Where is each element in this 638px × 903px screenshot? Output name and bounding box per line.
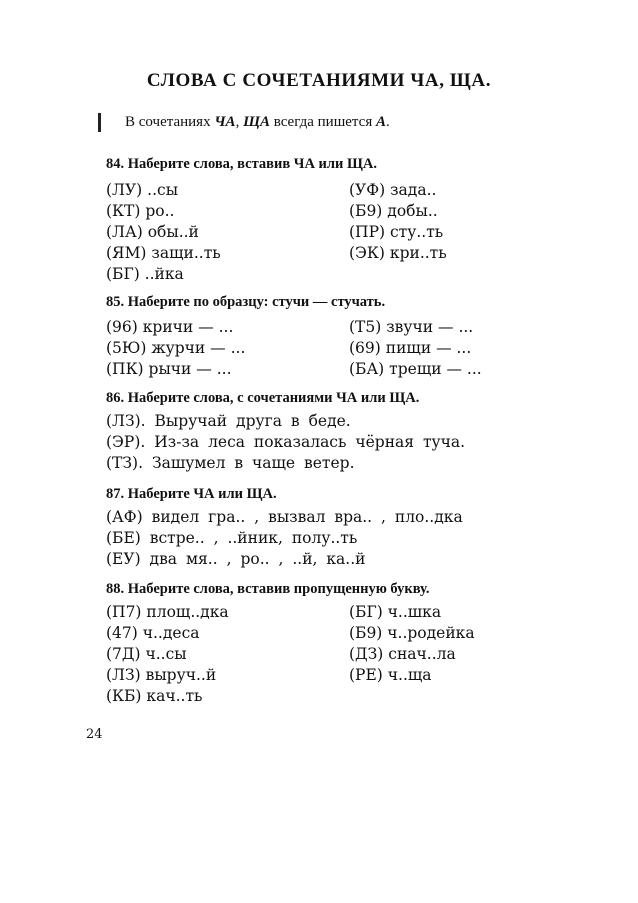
exercise-84-item: (Б9) добы.. <box>349 202 438 220</box>
exercise-86-heading: 86. Наберите слова, с сочетаниями ЧА или ЩА. <box>106 390 420 406</box>
rule-cha: ЧА <box>214 114 236 130</box>
exercise-84-item: (ЯМ) защи..ть <box>106 244 221 262</box>
exercise-88-item: (БГ) ч..шка <box>349 603 442 621</box>
rule-text-middle: всегда пишется <box>269 114 376 130</box>
exercise-85-item: (69) пищи — ... <box>349 339 472 357</box>
exercise-88-item: (ЛЗ) выруч..й <box>106 666 217 684</box>
exercise-86-line: (ЭР). Из-за леса показалась чёрная туча. <box>106 433 466 451</box>
rule-scha: ЩА <box>243 114 270 130</box>
exercise-85-item: (Т5) звучи — ... <box>349 318 474 336</box>
exercise-84-item: (КТ) ро.. <box>106 202 175 220</box>
rule-end: . <box>385 114 390 130</box>
exercise-84-item: (ЭК) кри..ть <box>349 244 447 262</box>
exercise-87-line: (ЕУ) два мя.. , ро.. , ..й, ка..й <box>106 550 366 568</box>
exercise-85-item: (БА) трещи — ... <box>349 360 482 378</box>
exercise-88-item: (КБ) кач..ть <box>106 687 203 705</box>
rule-marker-bar <box>98 113 101 132</box>
exercise-84-heading: 84. Наберите слова, вставив ЧА или ЩА. <box>106 156 378 172</box>
exercise-88-item: (ДЗ) снач..ла <box>349 645 456 663</box>
page-title: СЛОВА С СОЧЕТАНИЯМИ ЧА, ЩА. <box>146 70 492 91</box>
exercise-84-item: (ПР) сту..ть <box>349 223 444 241</box>
exercise-85-item: (5Ю) журчи — ... <box>106 339 246 357</box>
rule-text <box>125 114 390 131</box>
exercise-84-item: (ЛУ) ..сы <box>106 181 179 199</box>
exercise-85-item: (ПК) рычи — ... <box>106 360 232 378</box>
exercise-86-line: (ЛЗ). Выручай друга в беде. <box>106 412 351 430</box>
exercise-84-item: (БГ) ..йка <box>106 265 184 283</box>
exercise-85-item: (96) кричи — ... <box>106 318 234 336</box>
exercise-88-item: (Б9) ч..родейка <box>349 624 475 642</box>
exercise-88-item: (7Д) ч..сы <box>106 645 187 663</box>
exercise-85-heading: 85. Наберите по образцу: стучи — стучать. <box>106 294 386 310</box>
exercise-87-heading: 87. Наберите ЧА или ЩА. <box>106 486 277 502</box>
exercise-87-line: (АФ) видел гра.. , вызвал вра.. , пло..дка <box>106 508 463 526</box>
rule-text-before: В сочетаниях <box>125 114 215 130</box>
page-number: 24 <box>86 727 103 742</box>
exercise-88-item: (П7) площ..дка <box>106 603 229 621</box>
exercise-87-line: (БЕ) встре.. , ..йник, полу..ть <box>106 529 358 547</box>
rule-sep: , <box>235 114 244 130</box>
exercise-88-item: (47) ч..деса <box>106 624 200 642</box>
exercise-88-heading: 88. Наберите слова, вставив пропущенную букву. <box>106 581 430 597</box>
exercise-86-line: (ТЗ). Зашумел в чаще ветер. <box>106 454 355 472</box>
exercise-88-item: (РЕ) ч..ща <box>349 666 432 684</box>
rule-a: А <box>375 114 386 130</box>
exercise-84-item: (ЛА) обы..й <box>106 223 199 241</box>
exercise-84-item: (УФ) зада.. <box>349 181 437 199</box>
